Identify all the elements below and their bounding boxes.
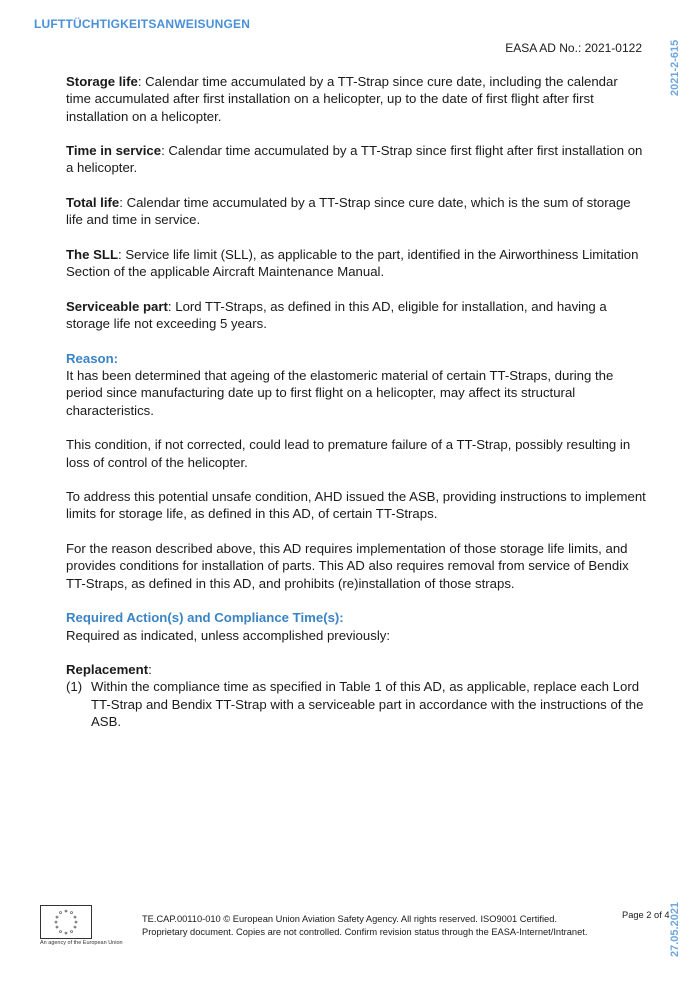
required-action-text: Required as indicated, unless accomplished previously: xyxy=(66,627,391,643)
definition-term: The SLL xyxy=(66,246,119,262)
item-text: Within the compliance time as specified in Table 1 of this AD, as applicable, replace each Lord TT-Strap and Bendix TT-Strap with a serviceable part in accordance with the instructions of the ASB. xyxy=(91,679,644,729)
definition-total-life xyxy=(66,194,646,229)
footer-legal-text xyxy=(142,913,587,939)
definition-term: Serviceable part xyxy=(66,298,168,314)
definition-term: Total life xyxy=(66,195,120,211)
definition-term: Time in service xyxy=(66,143,162,159)
ad-number: EASA AD No.: 2021-0122 xyxy=(505,41,642,55)
side-reference-number: 2021-2-615 xyxy=(669,39,681,96)
definition-text: : Calendar time accumulated by a TT-Strap since first flight after first installation on a helicopter. xyxy=(66,143,643,176)
document-body xyxy=(66,73,646,730)
eu-flag-logo xyxy=(40,905,92,939)
reason-paragraph: It has been determined that ageing of the elastomeric material of certain TT-Straps, during the period since manufacturing date up to first flight on a helicopter, may affect its structural characteristics. xyxy=(66,368,614,418)
definition-serviceable-part xyxy=(66,298,646,333)
replacement-item xyxy=(66,678,646,730)
reason-paragraph: To address this potential unsafe condition, AHD issued the ASB, providing instructions to implement limits for storage life, as defined in this AD, of certain TT-Straps. xyxy=(66,489,646,522)
reason-heading: Reason: xyxy=(66,350,119,366)
footer-line: TE.CAP.00110-010 © European Union Aviation Safety Agency. All rights reserved. ISO9001 Certified. xyxy=(142,914,557,924)
replacement-colon: : xyxy=(148,662,152,678)
side-date: 27.05.2021 xyxy=(669,901,681,957)
definition-text: : Lord TT-Straps, as defined in this AD, eligible for installation, and having a storage life not exceeding 5 years. xyxy=(66,298,607,332)
definition-time-in-service xyxy=(66,142,646,177)
definition-text: : Calendar time accumulated by a TT-Strap since cure date, which is the sum of storage life and time in service. xyxy=(66,195,631,228)
item-number: (1) xyxy=(66,679,83,695)
required-action-heading: Required Action(s) and Compliance Time(s): xyxy=(66,610,344,626)
replacement-heading-label: Replacement xyxy=(66,662,149,678)
definition-storage-life xyxy=(66,73,646,125)
definition-sll xyxy=(66,246,646,281)
definition-term: Storage life xyxy=(66,74,138,89)
page-number: Page 2 of 4 xyxy=(622,910,670,920)
reason-paragraph: For the reason described above, this AD requires implementation of those storage life limits, and provides conditions for installation of parts. This AD also requires removal from service of Bendix TT-Straps, as defined in this AD, and prohibits (re)installation of those straps. xyxy=(66,541,629,591)
definition-text: : Calendar time accumulated by a TT-Strap since cure date, including the calendar time accumulated after first installation on a helicopter, up to the date of first flight after first installation on a helicopter. xyxy=(66,74,618,124)
replacement-heading xyxy=(66,661,646,678)
header-title: LUFTTÜCHTIGKEITSANWEISUNGEN xyxy=(34,17,251,31)
reason-paragraph: This condition, if not corrected, could lead to premature failure of a TT-Strap, possibly resulting in loss of control of the helicopter. xyxy=(66,437,631,470)
definition-text: : Service life limit (SLL), as applicable to the part, identified in the Airworthiness Limitation Section of the applicable Aircraft Maintenance Manual. xyxy=(66,246,639,280)
footer-line: Proprietary document. Copies are not controlled. Confirm revision status through the EASA-Internet/Intranet. xyxy=(142,927,588,937)
eu-agency-caption: An agency of the European Union xyxy=(40,940,123,946)
